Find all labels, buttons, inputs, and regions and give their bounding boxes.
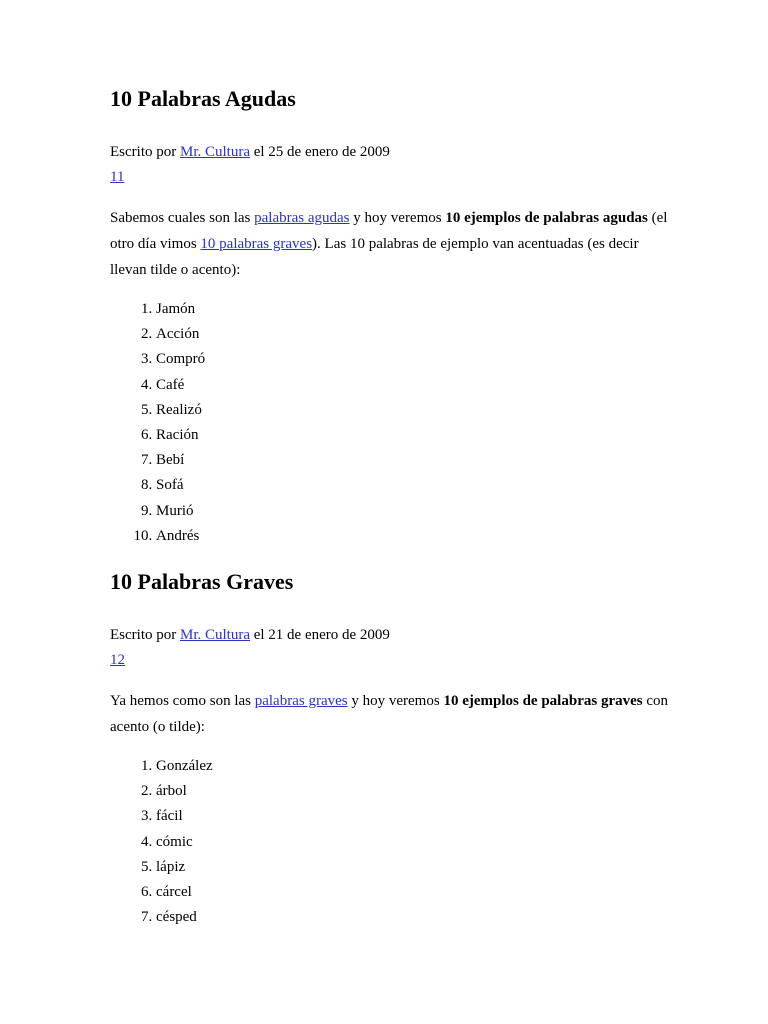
list-item: 3. fácil bbox=[156, 804, 670, 829]
author-link[interactable]: Mr. Cultura bbox=[179, 144, 250, 160]
meta-prefix: Escrito por bbox=[110, 627, 180, 643]
meta-date: el 25 de enero de 2009 bbox=[249, 144, 390, 160]
article-title: 10 Palabras Agudas bbox=[110, 86, 296, 111]
intro-bold-text: 10 ejemplos de palabras agudas bbox=[445, 210, 648, 226]
article-title: 10 Palabras Graves bbox=[110, 569, 294, 594]
word-list bbox=[110, 297, 670, 549]
list-item: 9. Murió bbox=[156, 499, 670, 524]
comments-count-link[interactable]: 12 bbox=[110, 652, 125, 668]
meta-date: el 21 de enero de 2009 bbox=[249, 627, 390, 643]
list-item: 2. Acción bbox=[156, 322, 670, 347]
list-item: 6. Ración bbox=[156, 423, 670, 448]
intro-text: (el otro día vimos bbox=[110, 210, 668, 252]
article-intro bbox=[110, 688, 670, 740]
link-palabras-graves[interactable]: palabras graves bbox=[254, 693, 348, 709]
list-item: 7. césped bbox=[156, 905, 670, 930]
comments-count-link[interactable]: 11 bbox=[110, 169, 125, 185]
intro-text: Sabemos cuales son las bbox=[110, 210, 255, 226]
list-item: 5. Realizó bbox=[156, 398, 670, 423]
article-intro bbox=[110, 205, 670, 283]
list-item: 4. Café bbox=[156, 373, 670, 398]
intro-text: y hoy veremos bbox=[347, 693, 444, 709]
intro-text: y hoy veremos bbox=[349, 210, 446, 226]
list-item: 4. cómic bbox=[156, 830, 670, 855]
intro-text: con acento (o tilde): bbox=[110, 693, 669, 735]
list-item: 7. Bebí bbox=[156, 448, 670, 473]
list-item: 8. Sofá bbox=[156, 473, 670, 498]
list-item: 1. Jamón bbox=[156, 297, 670, 322]
list-item: 10. Andrés bbox=[156, 524, 670, 549]
list-item: 2. árbol bbox=[156, 779, 670, 804]
list-item: 3. Compró bbox=[156, 347, 670, 372]
list-item: 5. lápiz bbox=[156, 855, 670, 880]
author-link[interactable]: Mr. Cultura bbox=[179, 627, 250, 643]
article-meta bbox=[110, 140, 670, 165]
list-item: 6. cárcel bbox=[156, 880, 670, 905]
intro-text: Ya hemos como son las bbox=[110, 693, 255, 709]
list-item: 1. González bbox=[156, 754, 670, 779]
intro-text: ). Las 10 palabras de ejemplo van acentuadas (es decir llevan tilde o acento): bbox=[110, 236, 639, 278]
link-palabras-graves[interactable]: 10 palabras graves bbox=[200, 236, 313, 252]
intro-bold-text: 10 ejemplos de palabras graves bbox=[443, 693, 643, 709]
link-palabras-agudas[interactable]: palabras agudas bbox=[254, 210, 350, 226]
meta-prefix: Escrito por bbox=[110, 144, 180, 160]
article-palabras-graves bbox=[110, 567, 670, 930]
article-meta bbox=[110, 623, 670, 648]
article-palabras-agudas bbox=[110, 84, 670, 549]
word-list bbox=[110, 754, 670, 930]
